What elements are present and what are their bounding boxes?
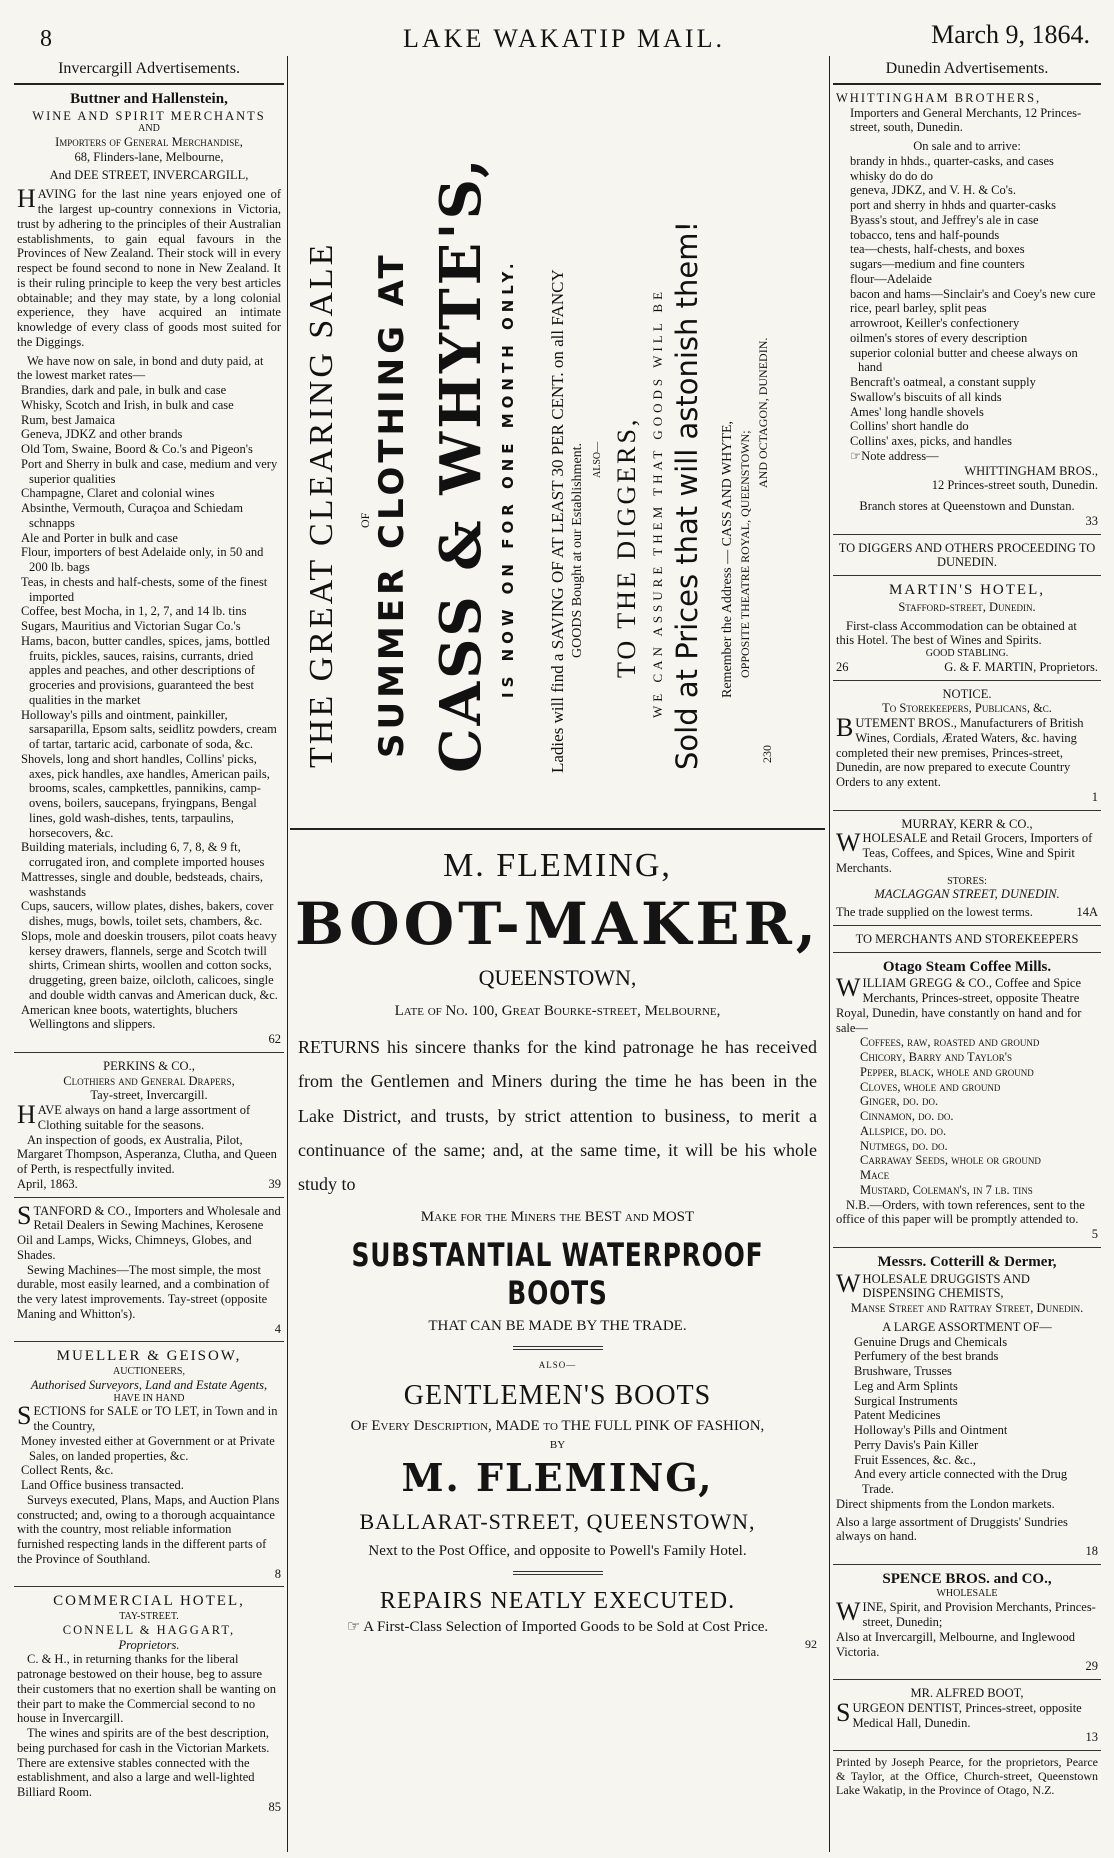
list-item: Geneva, JDKZ and other brands xyxy=(21,427,183,442)
list-item: Perfumery of the best brands xyxy=(854,1349,999,1364)
list-item: Land Office business transacted. xyxy=(21,1478,184,1493)
ad-address: WHITTINGHAM BROS., xyxy=(964,463,1098,478)
ad-title: NOTICE. xyxy=(942,686,992,701)
ad-body: Surveys executed, Plans, Maps, and Auction Plans constructed; and, owing to a thorough acquaintance with the country, most reliable information furnished respecting lands in the different parts of the Province of Southland. xyxy=(17,1492,280,1566)
ad-number: 62 xyxy=(268,1032,281,1047)
ad-address: Manse Street and Rattray Street, Dunedin. xyxy=(850,1301,1084,1316)
list-item: Whisky, Scotch and Irish, in bulk and case xyxy=(21,397,234,412)
ad-body: WILLIAM GREGG & CO., Coffee and Spice Merchants, Princes-street, opposite Theatre Royal, Dunedin, have constantly on hand and for sale— xyxy=(836,973,1082,1035)
ad-subtitle: Clothiers and General Drapers, xyxy=(63,1073,235,1088)
list-item: Pepper, black, whole and ground xyxy=(860,1064,1034,1079)
ad-line-text: ☞ A First-Class Selection of Imported Goods to be Sold at Cost Price. xyxy=(346,1619,769,1636)
poster-line: GOODS Bought at our Establishment. xyxy=(570,442,585,658)
list-item: Slops, mole and doeskin trousers, pilot coats heavy kersey drawers, flannels, serge and Scotch twill shirts, Crimean shirts, woollen and cotton socks, druggeting, green baize, oilcloth, calicoes, single and double width canvas and American duck, &c. xyxy=(21,928,278,1002)
list-item: arrowroot, Keiller's confectionery xyxy=(850,316,1020,331)
list-item: Allspice, do. do. xyxy=(860,1123,947,1138)
ad-cotterill-dermer xyxy=(833,1248,1101,1565)
ad-body: HAVING for the last nine years enjoyed one of the largest up-country connexions in Victoria, trust by adhering to the principles of their Australian establishments, to gain equal favours in the Provinces of New Zealand. Their stock will in every respect be found second to none in New Zealand. It is their ruling principle to keep the very best articles obtainable; and they may state, by a long colonial experience, they have acquired an intimate knowledge of every class of goods most suited for the Diggings. xyxy=(17,184,281,349)
ad-line: GOOD STABLING. xyxy=(925,648,1009,660)
ad-perkins xyxy=(14,1053,284,1198)
ad-title: Messrs. Cotterill & Dermer, xyxy=(877,1253,1057,1270)
poster-line: IS NOW ON FOR ONE MONTH ONLY. xyxy=(499,258,517,698)
ad-number: 8 xyxy=(274,1566,281,1581)
ad-whittingham xyxy=(833,85,1101,535)
list-item: Brandies, dark and pale, in bulk and case xyxy=(21,383,227,398)
ad-otago-coffee-mills xyxy=(833,953,1101,1248)
cass-whyte-poster xyxy=(290,58,825,830)
list-item: Money invested either at Government or at Private Sales, on landed properties, &c. xyxy=(21,1433,275,1463)
right-column xyxy=(833,58,1101,1850)
page-header xyxy=(28,20,1100,52)
poster-line: Remember the Address — CASS AND WHYTE, xyxy=(720,421,735,698)
list-item: flour—Adelaide xyxy=(850,271,932,286)
poster-line: OF xyxy=(358,512,372,528)
ad-subtitle: QUEENSTOWN, xyxy=(478,964,637,990)
ad-subtitle: TAY-STREET. xyxy=(119,1611,179,1623)
ad-line: The trade supplied on the lowest terms. xyxy=(836,905,1033,920)
poster-line: AND OCTAGON, DUNEDIN. xyxy=(756,337,770,488)
ad-subtitle: Proprietors. xyxy=(118,1637,180,1652)
ad-subtitle: HAVE IN HAND xyxy=(113,1392,185,1404)
list-item: And every article connected with the Drug Trade. xyxy=(854,1467,1068,1497)
list-item: Coffee, best Mocha, in 1, 2, 7, and 14 lb. tins xyxy=(21,604,247,619)
masthead: LAKE WAKATIP MAIL. xyxy=(403,24,725,53)
ad-number: 5 xyxy=(1091,1227,1098,1242)
ad-subtitle: Late of No. 100, Great Bourke-street, Melbourne, xyxy=(394,1002,721,1019)
goods-list xyxy=(17,383,281,1032)
list-item: Patent Medicines xyxy=(854,1408,941,1423)
list-item: Absinthe, Vermouth, Curaçoa and Schiedam schnapps xyxy=(21,501,243,530)
ad-mueller-geisow xyxy=(14,1342,284,1587)
ad-martins-hotel xyxy=(833,576,1101,680)
list-item: Fruit Essences, &c. &c., xyxy=(854,1452,976,1467)
list-item: Byass's stout, and Jeffrey's ale in case xyxy=(850,212,1039,227)
list-item: superior colonial butter and cheese always on hand xyxy=(850,345,1078,375)
ad-number: 33 xyxy=(1085,513,1098,528)
ad-line: ALSO— xyxy=(538,1360,577,1370)
ad-headline: GENTLEMEN'S BOOTS xyxy=(403,1379,712,1411)
list-item: Cinnamon, do. do. xyxy=(860,1109,954,1124)
ad-address: And DEE STREET, INVERCARGILL, xyxy=(49,167,249,182)
ad-body: BUTEMENT BROS., Manufacturers of British Wines, Cordials, Ærated Waters, &c. having completed their new premises, Princes-street, Dunedin, are now prepared to execute Country Orders to any extent. xyxy=(836,713,1084,790)
list-item: Leg and Arm Splints xyxy=(854,1378,958,1393)
ad-subtitle: Importers and General Merchants, 12 Princes-street, south, Dunedin. xyxy=(850,105,1082,135)
list-item: Carraway Seeds, whole or ground xyxy=(860,1153,1041,1168)
ad-title: Otago Steam Coffee Mills. xyxy=(882,958,1052,975)
list-item: Collins' axes, picks, and handles xyxy=(850,434,1012,449)
ad-address: MACLAGGAN STREET, DUNEDIN. xyxy=(874,887,1060,902)
list-item: Brushware, Trusses xyxy=(854,1364,952,1379)
poster-line: SUMMER CLOTHING AT xyxy=(372,251,412,758)
list-item: Coffees, raw, roasted and ground xyxy=(860,1035,1040,1050)
ad-title: COMMERCIAL HOTEL, xyxy=(53,1593,245,1610)
list-item: Genuine Drugs and Chemicals xyxy=(854,1334,1008,1349)
ornament-rule xyxy=(513,1571,603,1575)
ad-number: 14A xyxy=(1076,905,1098,920)
ad-number: 85 xyxy=(268,1799,281,1814)
ad-number: 18 xyxy=(1085,1544,1098,1559)
services-list xyxy=(17,1434,281,1493)
list-item: Chicory, Barry and Taylor's xyxy=(860,1050,1013,1065)
list-item: Old Tom, Swaine, Boord & Co.'s and Pigeon's xyxy=(21,442,253,457)
list-item: Surgical Instruments xyxy=(854,1393,958,1408)
ad-body: We have now on sale, in bond and duty paid, at the lowest market rates— xyxy=(17,353,264,383)
notice-diggers: TO DIGGERS AND OTHERS PROCEEDING TO DUNEDIN. xyxy=(833,535,1101,577)
ad-title: MR. ALFRED BOOT, xyxy=(910,1686,1024,1701)
ad-body: First-class Accommodation can be obtained at this Hotel. The best of Wines and Spirits. xyxy=(836,618,1077,648)
ad-notice-butement xyxy=(833,681,1101,811)
list-item: port and sherry in hhds and quarter-casks xyxy=(850,198,1056,213)
ad-subtitle: WHOLESALE xyxy=(936,1588,998,1600)
list-item: Swallow's biscuits of all kinds xyxy=(850,389,1002,404)
ad-title: PERKINS & CO., xyxy=(103,1058,195,1073)
ad-body: SURGEON DENTIST, Princes-street, opposite Medical Hall, Dunedin. xyxy=(836,1697,1082,1730)
printer-imprint: Printed by Joseph Pearce, for the proprietors, Pearce & Taylor, at the Office, Church-street, Queenstown Lake Wakatip, in the Province of Otago, N.Z. xyxy=(836,1755,1098,1798)
ad-headline: BOOT-MAKER, xyxy=(295,890,820,959)
page-number: 8 xyxy=(40,26,52,52)
goods-list xyxy=(836,154,1098,464)
issue-date: March 9, 1864. xyxy=(931,20,1090,49)
ad-headline: REPAIRS NEATLY EXECUTED. xyxy=(379,1587,736,1614)
ad-spence-bros xyxy=(833,1565,1101,1680)
column-rule-left xyxy=(287,56,288,1852)
poster-headline: CASS & WHYTE'S, xyxy=(428,155,494,773)
list-item: Ames' long handle shovels xyxy=(850,404,984,419)
ad-headline: SUBSTANTIAL WATERPROOF BOOTS xyxy=(351,1235,764,1312)
ad-title: SPENCE BROS. and CO., xyxy=(882,1570,1052,1587)
ad-address: 68, Flinders-lane, Melbourne, xyxy=(74,149,224,164)
ad-number: 39 xyxy=(268,1176,281,1191)
ad-title: M. FLEMING, xyxy=(443,847,672,884)
ad-address: Tay-street, Invercargill. xyxy=(90,1088,208,1103)
ad-body: SECTIONS for SALE or TO LET, in Town and in the Country, xyxy=(17,1401,278,1434)
middle-column xyxy=(290,58,825,1850)
ad-subtitle: Importers of General Merchandise, xyxy=(55,135,243,150)
poster-line: WE CAN ASSURE THEM THAT GOODS WILL BE xyxy=(650,287,665,718)
ad-body: WHOLESALE and Retail Grocers, Importers of Teas, Coffees, and Spices, Wine and Spirit Merchants. xyxy=(836,828,1093,875)
ad-body: An inspection of goods, ex Australia, Pilot, Margaret Thompson, Asperanza, Clutha, and Queen of Perth, is respectfully invited. xyxy=(17,1132,277,1177)
ad-headline: M. FLEMING, xyxy=(401,1455,714,1501)
ad-subtitle: AUCTIONEERS, xyxy=(113,1366,185,1378)
left-column xyxy=(14,58,284,1850)
ad-body: The wines and spirits are of the best description, being purchased for cash in the Victorian Markets. There are extensive stables connected with the establishment, and also a large and well-lighted Billiard Room. xyxy=(17,1726,270,1800)
ad-body: C. & H., in returning thanks for the liberal patronage bestowed on their house, beg to assure their customers that no exertion shall be wanting on their part to make the Commercial second to no house in Invercargill. xyxy=(17,1652,276,1726)
list-item: Mace xyxy=(860,1168,890,1183)
goods-list xyxy=(836,1035,1098,1197)
list-item: bacon and hams—Sinclair's and Coey's new cure xyxy=(850,286,1096,301)
goods-list xyxy=(836,1335,1098,1497)
ad-number: 29 xyxy=(1085,1659,1098,1674)
list-item: sugars—medium and fine counters xyxy=(850,257,1025,272)
list-item: whisky do do do xyxy=(850,168,933,183)
ad-body: HAVE always on hand a large assortment of Clothing suitable for the seasons. xyxy=(17,1100,251,1132)
list-item: rice, pearl barley, split peas xyxy=(850,301,987,316)
list-item: Perry Davis's Pain Killer xyxy=(854,1437,979,1452)
ad-number: 1 xyxy=(1091,789,1098,804)
ad-stanford xyxy=(14,1198,284,1343)
list-item: Holloway's Pills and Ointment xyxy=(854,1423,1008,1438)
list-item: brandy in hhds., quarter-casks, and cases xyxy=(850,153,1054,168)
ad-fleming-bootmaker xyxy=(290,836,825,1651)
ad-title: MUELLER & GEISOW, xyxy=(56,1348,242,1365)
list-item: Ale and Porter in bulk and case xyxy=(21,530,178,545)
ad-address: BALLARAT-STREET, QUEENSTOWN, xyxy=(359,1509,756,1535)
list-item: ☞Note address— xyxy=(850,448,939,463)
list-item: Hams, bacon, butter candles, spices, jams, bottled fruits, pickles, sauces, raisins, currants, dried apples and peaches, and other descriptions of groceries and provisions, guaranteed the best qualities in the market xyxy=(21,633,270,707)
ad-body: Sewing Machines—The most simple, the most durable, most easily learned, and a combination of the very latest improvements. Tay-street (opposite Maning and Whitton's). xyxy=(17,1262,270,1321)
ad-line: THAT CAN BE MADE BY THE TRADE. xyxy=(428,1318,687,1335)
list-item: tea—chests, half-chests, and boxes xyxy=(850,242,1025,257)
ad-line: G. & F. MARTIN, Proprietors. xyxy=(944,659,1098,674)
poster-line: TO THE DIGGERS, xyxy=(612,416,641,678)
ad-body: WHOLESALE DRUGGISTS AND DISPENSING CHEMISTS, xyxy=(836,1268,1030,1301)
list-item: Mattresses, single and double, bedsteads, chairs, washstands xyxy=(21,869,263,899)
ad-body: On sale and to arrive: xyxy=(913,139,1021,154)
list-item: Teas, in chests and half-chests, some of the finest imported xyxy=(21,574,268,604)
notice-merchants: TO MERCHANTS AND STOREKEEPERS xyxy=(833,926,1101,953)
list-item: Flour, importers of best Adelaide only, in 50 and 200 lb. bags xyxy=(21,545,264,575)
list-item: Nutmegs, do. do. xyxy=(860,1138,948,1153)
ad-murray-kerr xyxy=(833,811,1101,926)
list-item: Port and Sherry in bulk and case, medium and very superior qualities xyxy=(21,456,278,486)
list-item: Champagne, Claret and colonial wines xyxy=(21,486,215,501)
ad-body: RETURNS his sincere thanks for the kind patronage he has received from the Gentlemen and Miners during the time he has been in the Lake District, and trusts, by strict attention to business, to merit a continuance of the same; and, at the same time, it will be his whole study to xyxy=(298,1037,817,1194)
list-item: Bencraft's oatmeal, a constant supply xyxy=(850,375,1036,390)
ad-subtitle: WINE AND SPIRIT MERCHANTS xyxy=(32,108,266,123)
ad-number: 13 xyxy=(1085,1730,1098,1745)
list-item: Rum, best Jamaica xyxy=(21,412,116,427)
ad-line: A LARGE ASSORTMENT OF— xyxy=(882,1319,1052,1334)
list-item: Sugars, Mauritius and Victorian Sugar Co.'s xyxy=(21,619,241,634)
poster-line: Ladies will find a SAVING OF AT LEAST 30 PER CENT. on all FANCY xyxy=(548,269,567,773)
ad-line: BY xyxy=(549,1439,566,1452)
ad-alfred-boot xyxy=(833,1680,1101,1751)
poster-line: THE GREAT CLEARING SALE xyxy=(303,241,340,768)
ad-body: Also a large assortment of Druggists' Sundries always on hand. xyxy=(836,1514,1068,1544)
ad-title: WHITTINGHAM BROTHERS, xyxy=(836,90,1042,105)
list-item: Shovels, long and short handles, Collins' picks, axes, pick handles, axe handles, American pails, brooms, scales, campkettles, pannikins, camp-ovens, boilers, saucepans, fryingpans, Bengal lines, gold wash-dishes, tents, tarpaulins, horsecovers, &c. xyxy=(21,751,270,840)
list-item: Collins' short handle do xyxy=(850,419,969,434)
ad-number: 230 xyxy=(760,745,774,763)
ad-body: STANFORD & CO., Importers and Wholesale and Retail Dealers in Sewing Machines, Kerosene Oil and Lamps, Wicks, Chimneys, Globes, and Shades. xyxy=(17,1200,281,1262)
list-item: Cloves, whole and ground xyxy=(860,1079,1001,1094)
ad-date: April, 1863. xyxy=(17,1176,78,1191)
ad-line: Of Every Description, MADE to THE FULL PINK OF FASHION, xyxy=(350,1417,765,1434)
ad-line xyxy=(290,1619,825,1651)
list-item: Cups, saucers, willow plates, dishes, bakers, cover dishes, mugs, bowls, toilet sets, chambers, &c. xyxy=(21,899,274,929)
ad-subtitle: AND xyxy=(138,123,160,135)
ad-number: 26 xyxy=(836,659,849,674)
ad-body: Also at Invercargill, Melbourne, and Inglewood Victoria. xyxy=(836,1629,1075,1659)
ad-address: 12 Princes-street south, Dunedin. xyxy=(931,478,1098,493)
section-heading: Dunedin Advertisements. xyxy=(833,58,1101,85)
ad-subtitle: To Storekeepers, Publicans, &c. xyxy=(882,701,1052,716)
ad-line: Next to the Post Office, and opposite to Powell's Family Hotel. xyxy=(368,1543,747,1560)
poster-line: OPPOSITE THEATRE ROYAL, QUEENSTOWN; xyxy=(738,430,752,678)
ad-buttner-hallenstein xyxy=(14,85,284,1053)
list-item: Mustard, Coleman's, in 7 lb. tins xyxy=(860,1182,1033,1197)
list-item: tobacco, tens and half-pounds xyxy=(850,227,1000,242)
list-item: American knee boots, watertights, bluchers Wellingtons and slippers. xyxy=(21,1002,238,1032)
ad-title: MURRAY, KERR & CO., xyxy=(901,816,1033,831)
list-item: Holloway's pills and ointment, painkiller, sarsaparilla, Epsom salts, seidlitz powders, cream of tartar, tartaric acid, carbonate of soda, &c. xyxy=(21,707,277,752)
ad-body: Branch stores at Queenstown and Dunstan. xyxy=(859,499,1075,514)
ad-line: Make for the Miners the BEST and MOST xyxy=(420,1209,695,1226)
list-item: geneva, JDKZ, and V. H. & Co's. xyxy=(850,183,1017,198)
poster-line: Sold at Prices that will astonish them! xyxy=(670,220,704,770)
ad-subtitle: Stafford-street, Dunedin. xyxy=(898,599,1036,614)
ad-title: MARTIN'S HOTEL, xyxy=(889,582,1045,599)
ad-line: Direct shipments from the London markets. xyxy=(836,1496,1055,1511)
ad-commercial-hotel xyxy=(14,1587,284,1819)
ad-number: 92 xyxy=(805,1636,817,1651)
ad-body: WINE, Spirit, and Provision Merchants, Princes-street, Dunedin; xyxy=(836,1597,1096,1630)
ad-line: STORES: xyxy=(947,875,987,887)
ad-number: 4 xyxy=(274,1321,281,1336)
list-item: Ginger, do. do. xyxy=(860,1094,939,1109)
list-item: Building materials, including 6, 7, 8, & 9 ft, corrugated iron, and complete imported houses xyxy=(21,840,265,870)
ad-title: Buttner and Hallenstein, xyxy=(70,90,228,107)
ornament-rule xyxy=(513,1346,603,1350)
list-item: Collect Rents, &c. xyxy=(21,1463,114,1478)
ad-subtitle: Authorised Surveyors, Land and Estate Agents, xyxy=(30,1377,268,1392)
ad-names: CONNELL & HAGGART, xyxy=(62,1622,236,1637)
column-rule-right xyxy=(829,56,830,1852)
ad-body: N.B.—Orders, with town references, sent to the office of this paper will be promptly attended to. xyxy=(836,1197,1085,1227)
section-heading: Invercargill Advertisements. xyxy=(14,58,284,85)
list-item: oilmen's stores of every description xyxy=(850,330,1028,345)
poster-line: ALSO— xyxy=(592,441,603,478)
